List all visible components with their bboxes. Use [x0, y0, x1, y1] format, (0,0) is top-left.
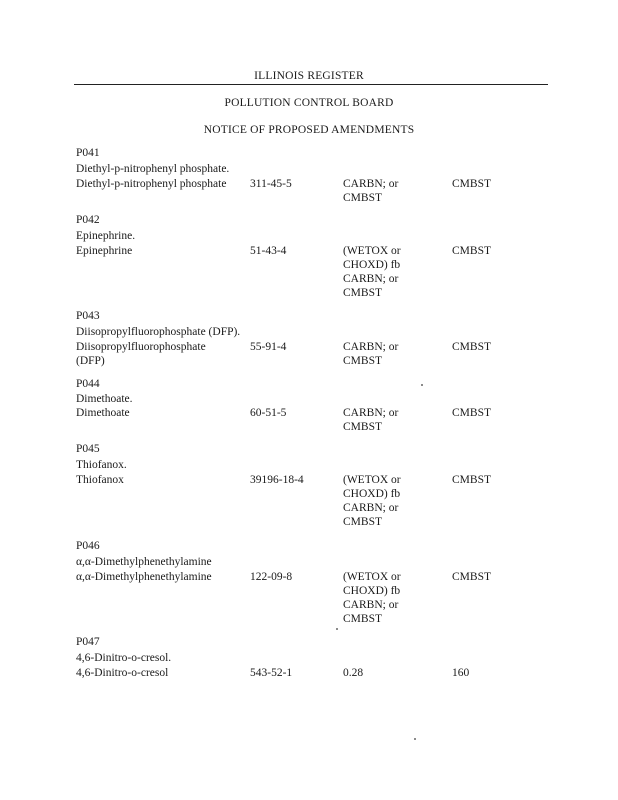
- wastewater-standard: (WETOX or: [343, 571, 401, 583]
- waste-name: Epinephrine.: [76, 230, 136, 242]
- nonwastewater-standard: CMBST: [452, 245, 491, 257]
- wastewater-standard: CARBN; or: [343, 407, 399, 419]
- waste-code: P045: [76, 443, 100, 455]
- constituent-name: Thiofanox: [76, 474, 124, 486]
- cas-number: 311-45-5: [250, 178, 292, 190]
- wastewater-standard: CHOXD) fb: [343, 259, 401, 271]
- cas-number: 122-09-8: [250, 571, 293, 583]
- nonwastewater-standard: CMBST: [452, 474, 491, 486]
- wastewater-standard: CMBST: [343, 192, 382, 204]
- scan-speck: [414, 738, 416, 740]
- nonwastewater-standard: CMBST: [452, 178, 491, 190]
- constituent-name: 4,6-Dinitro-o-cresol: [76, 667, 169, 679]
- cas-number: 55-91-4: [250, 341, 287, 353]
- waste-name: α,α-Dimethylphenethylamine: [76, 556, 212, 568]
- wastewater-standard: CMBST: [343, 421, 382, 433]
- nonwastewater-standard: 160: [452, 667, 470, 679]
- waste-code: P046: [76, 540, 100, 552]
- wastewater-standard: CMBST: [343, 613, 382, 625]
- wastewater-standard: CARBN; or: [343, 273, 399, 285]
- header-rule: [74, 84, 548, 85]
- wastewater-standard: CHOXD) fb: [343, 585, 401, 597]
- wastewater-standard: CMBST: [343, 516, 382, 528]
- wastewater-standard: CHOXD) fb: [343, 488, 401, 500]
- wastewater-standard: CARBN; or: [343, 178, 399, 190]
- scan-speck: [336, 628, 338, 630]
- cas-number: 39196-18-4: [250, 474, 304, 486]
- constituent-name: α,α-Dimethylphenethylamine: [76, 571, 212, 583]
- wastewater-standard: 0.28: [343, 667, 364, 679]
- constituent-name: Epinephrine: [76, 245, 133, 257]
- wastewater-standard: CARBN; or: [343, 599, 399, 611]
- cas-number: 51-43-4: [250, 245, 287, 257]
- nonwastewater-standard: CMBST: [452, 571, 491, 583]
- nonwastewater-standard: CMBST: [452, 341, 491, 353]
- cas-number: 543-52-1: [250, 667, 293, 679]
- nonwastewater-standard: CMBST: [452, 407, 491, 419]
- wastewater-standard: (WETOX or: [343, 474, 401, 486]
- constituent-name: (DFP): [76, 355, 105, 367]
- wastewater-standard: CMBST: [343, 355, 382, 367]
- notice-title: NOTICE OF PROPOSED AMENDMENTS: [203, 124, 415, 136]
- waste-code: P041: [76, 147, 100, 159]
- wastewater-standard: (WETOX or: [343, 245, 401, 257]
- waste-name: Thiofanox.: [76, 459, 127, 471]
- constituent-name: Dimethoate: [76, 407, 130, 419]
- waste-name: Diethyl-p-nitrophenyl phosphate.: [76, 163, 230, 175]
- register-title: ILLINOIS REGISTER: [254, 70, 364, 82]
- wastewater-standard: CMBST: [343, 287, 382, 299]
- scan-speck: [421, 384, 423, 386]
- waste-code: P042: [76, 214, 100, 226]
- waste-name: 4,6-Dinitro-o-cresol.: [76, 652, 172, 664]
- constituent-name: Diisopropylfluorophosphate: [76, 341, 206, 353]
- wastewater-standard: CARBN; or: [343, 341, 399, 353]
- board-title: POLLUTION CONTROL BOARD: [224, 97, 394, 109]
- waste-code: P043: [76, 310, 100, 322]
- waste-name: Diisopropylfluorophosphate (DFP).: [76, 326, 241, 338]
- constituent-name: Diethyl-p-nitrophenyl phosphate: [76, 178, 227, 190]
- waste-name: Dimethoate.: [76, 393, 133, 405]
- waste-code: P044: [76, 378, 100, 390]
- waste-code: P047: [76, 636, 100, 648]
- cas-number: 60-51-5: [250, 407, 287, 419]
- wastewater-standard: CARBN; or: [343, 502, 399, 514]
